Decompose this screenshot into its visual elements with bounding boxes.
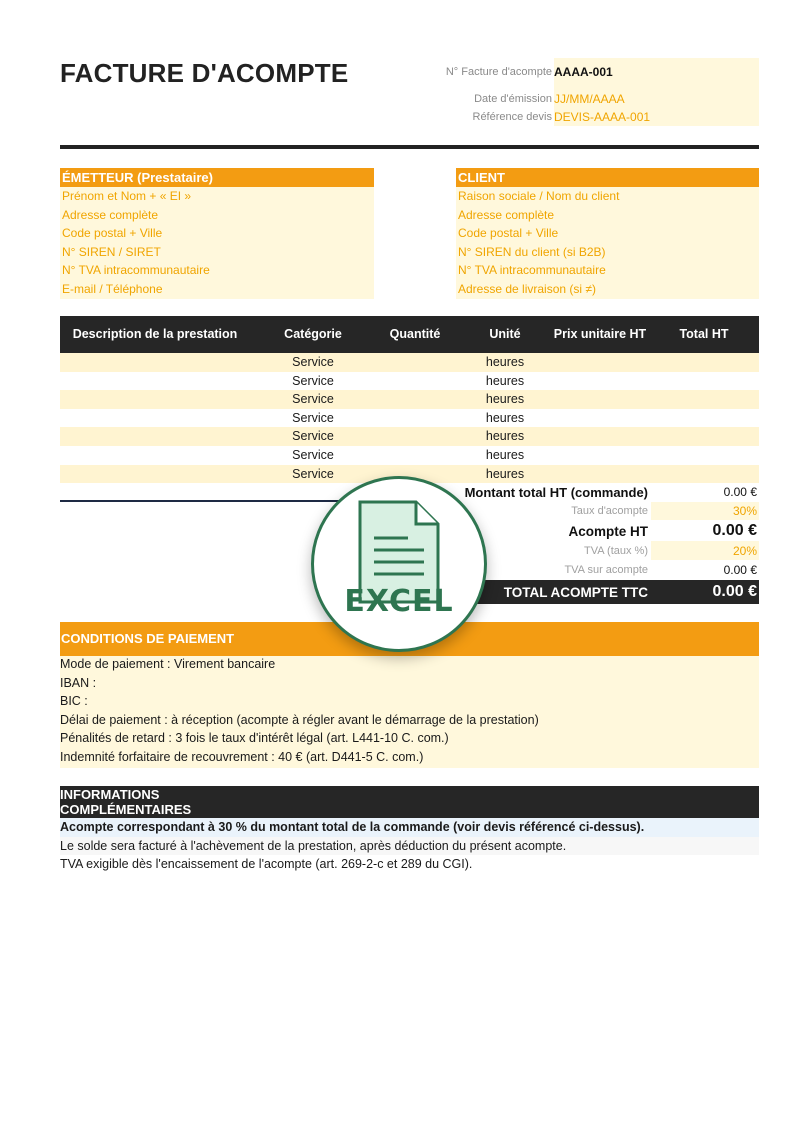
issue-date-value[interactable]: JJ/MM/AAAA (554, 92, 625, 106)
emetteur-line[interactable]: Code postal + Ville (60, 224, 374, 243)
total-commande-value: 0.00 € (723, 485, 757, 499)
table-row[interactable] (60, 390, 759, 409)
column-header-categorie: Catégorie (284, 327, 342, 341)
emetteur-line[interactable]: Adresse complète (60, 206, 374, 225)
tva-acompte-label: TVA sur acompte (564, 564, 648, 576)
emetteur-line[interactable]: N° SIREN / SIRET (60, 243, 374, 262)
emetteur-title: ÉMETTEUR (Prestataire) (60, 168, 374, 187)
client-title: CLIENT (456, 168, 759, 187)
total-ttc-value: 0.00 € (712, 583, 757, 600)
client-line[interactable]: Code postal + Ville (456, 224, 759, 243)
column-header-quantite: Quantité (389, 327, 441, 341)
client-line[interactable]: Adresse complète (456, 206, 759, 225)
quote-reference-value[interactable]: DEVIS-AAAA-001 (554, 110, 651, 124)
cell-categorie[interactable]: Service (292, 373, 334, 388)
emetteur-line[interactable]: N° TVA intracommunautaire (60, 261, 374, 280)
emetteur-line[interactable]: E-mail / Téléphone (60, 280, 374, 299)
invoice-title: FACTURE D'ACOMPTE (60, 58, 349, 88)
table-row[interactable] (60, 353, 759, 372)
client-line[interactable]: N° TVA intracommunautaire (456, 261, 759, 280)
acompte-ht-value: 0.00 € (712, 522, 757, 539)
cell-unite[interactable]: heures (485, 466, 525, 481)
informations-title (60, 786, 759, 818)
table-row[interactable] (60, 427, 759, 446)
items-table-header (60, 316, 759, 353)
header-divider (60, 145, 759, 149)
informations-title-line1: INFORMATIONS (60, 787, 160, 802)
issue-date-label: Date d'émission (474, 93, 552, 105)
emetteur-line[interactable]: Prénom et Nom + « EI » (60, 187, 374, 206)
invoice-number-label: N° Facture d'acompte (445, 66, 552, 78)
information-line[interactable]: TVA exigible dès l'encaissement de l'acompte (art. 269-2-c et 289 du CGI). (60, 857, 473, 871)
cell-unite[interactable]: heures (485, 392, 525, 407)
invoice-number-value[interactable]: AAAA-001 (554, 65, 613, 79)
cell-unite[interactable]: heures (485, 355, 525, 369)
cell-unite[interactable]: heures (485, 373, 525, 388)
total-ttc-label: TOTAL ACOMPTE TTC (503, 585, 648, 600)
taux-acompte-value[interactable]: 30% (732, 504, 757, 518)
condition-line[interactable]: Pénalités de retard : 3 fois le taux d'intérêt légal (art. L441-10 C. com.) (60, 731, 449, 745)
cell-unite[interactable]: heures (485, 429, 525, 444)
tva-taux-label: TVA (taux %) (584, 545, 648, 557)
table-row[interactable] (60, 372, 759, 391)
total-commande-label: Montant total HT (commande) (464, 485, 648, 500)
taux-acompte-label: Taux d'acompte (571, 505, 648, 517)
emetteur-block (60, 168, 374, 299)
table-row[interactable] (60, 409, 759, 428)
column-header-unite: Unité (489, 327, 521, 341)
quote-reference-label: Référence devis (472, 111, 552, 123)
column-header-prix-unitaire: Prix unitaire HT (553, 327, 647, 341)
table-row[interactable] (60, 446, 759, 465)
information-line[interactable]: Le solde sera facturé à l'achèvement de la prestation, après déduction du présent acompte. (60, 837, 759, 856)
cell-categorie[interactable]: Service (292, 429, 334, 444)
client-block (456, 168, 759, 299)
cell-categorie[interactable]: Service (292, 392, 334, 407)
client-line[interactable]: Adresse de livraison (si ≠) (456, 280, 759, 299)
column-header-description: Description de la prestation (72, 327, 238, 341)
tva-taux-value[interactable]: 20% (732, 544, 757, 558)
cell-categorie[interactable]: Service (292, 410, 334, 425)
information-line[interactable]: Acompte correspondant à 30 % du montant total de la commande (voir devis référencé ci-dessus). (60, 818, 759, 837)
condition-line[interactable]: IBAN : (60, 676, 97, 690)
conditions-title: CONDITIONS DE PAIEMENT (60, 622, 759, 656)
informations-title-line2: COMPLÉMENTAIRES (60, 802, 192, 817)
cell-unite[interactable]: heures (485, 410, 525, 425)
condition-line[interactable]: Indemnité forfaitaire de recouvrement : 40 € (art. D441-5 C. com.) (60, 750, 424, 764)
cell-categorie[interactable]: Service (292, 355, 334, 369)
client-line[interactable]: Raison sociale / Nom du client (456, 187, 759, 206)
condition-line[interactable]: Mode de paiement : Virement bancaire (60, 657, 276, 671)
acompte-ht-label: Acompte HT (568, 524, 648, 539)
cell-categorie[interactable]: Service (292, 448, 334, 462)
tva-acompte-value: 0.00 € (723, 563, 757, 577)
condition-line[interactable]: BIC : (60, 694, 88, 708)
condition-line[interactable]: Délai de paiement : à réception (acompte à régler avant le démarrage de la prestation) (60, 713, 539, 727)
cell-unite[interactable]: heures (485, 448, 525, 462)
excel-badge-label: EXCEL (344, 584, 454, 619)
client-line[interactable]: N° SIREN du client (si B2B) (456, 243, 759, 262)
column-header-total: Total HT (679, 327, 729, 341)
cell-categorie[interactable]: Service (292, 466, 334, 481)
